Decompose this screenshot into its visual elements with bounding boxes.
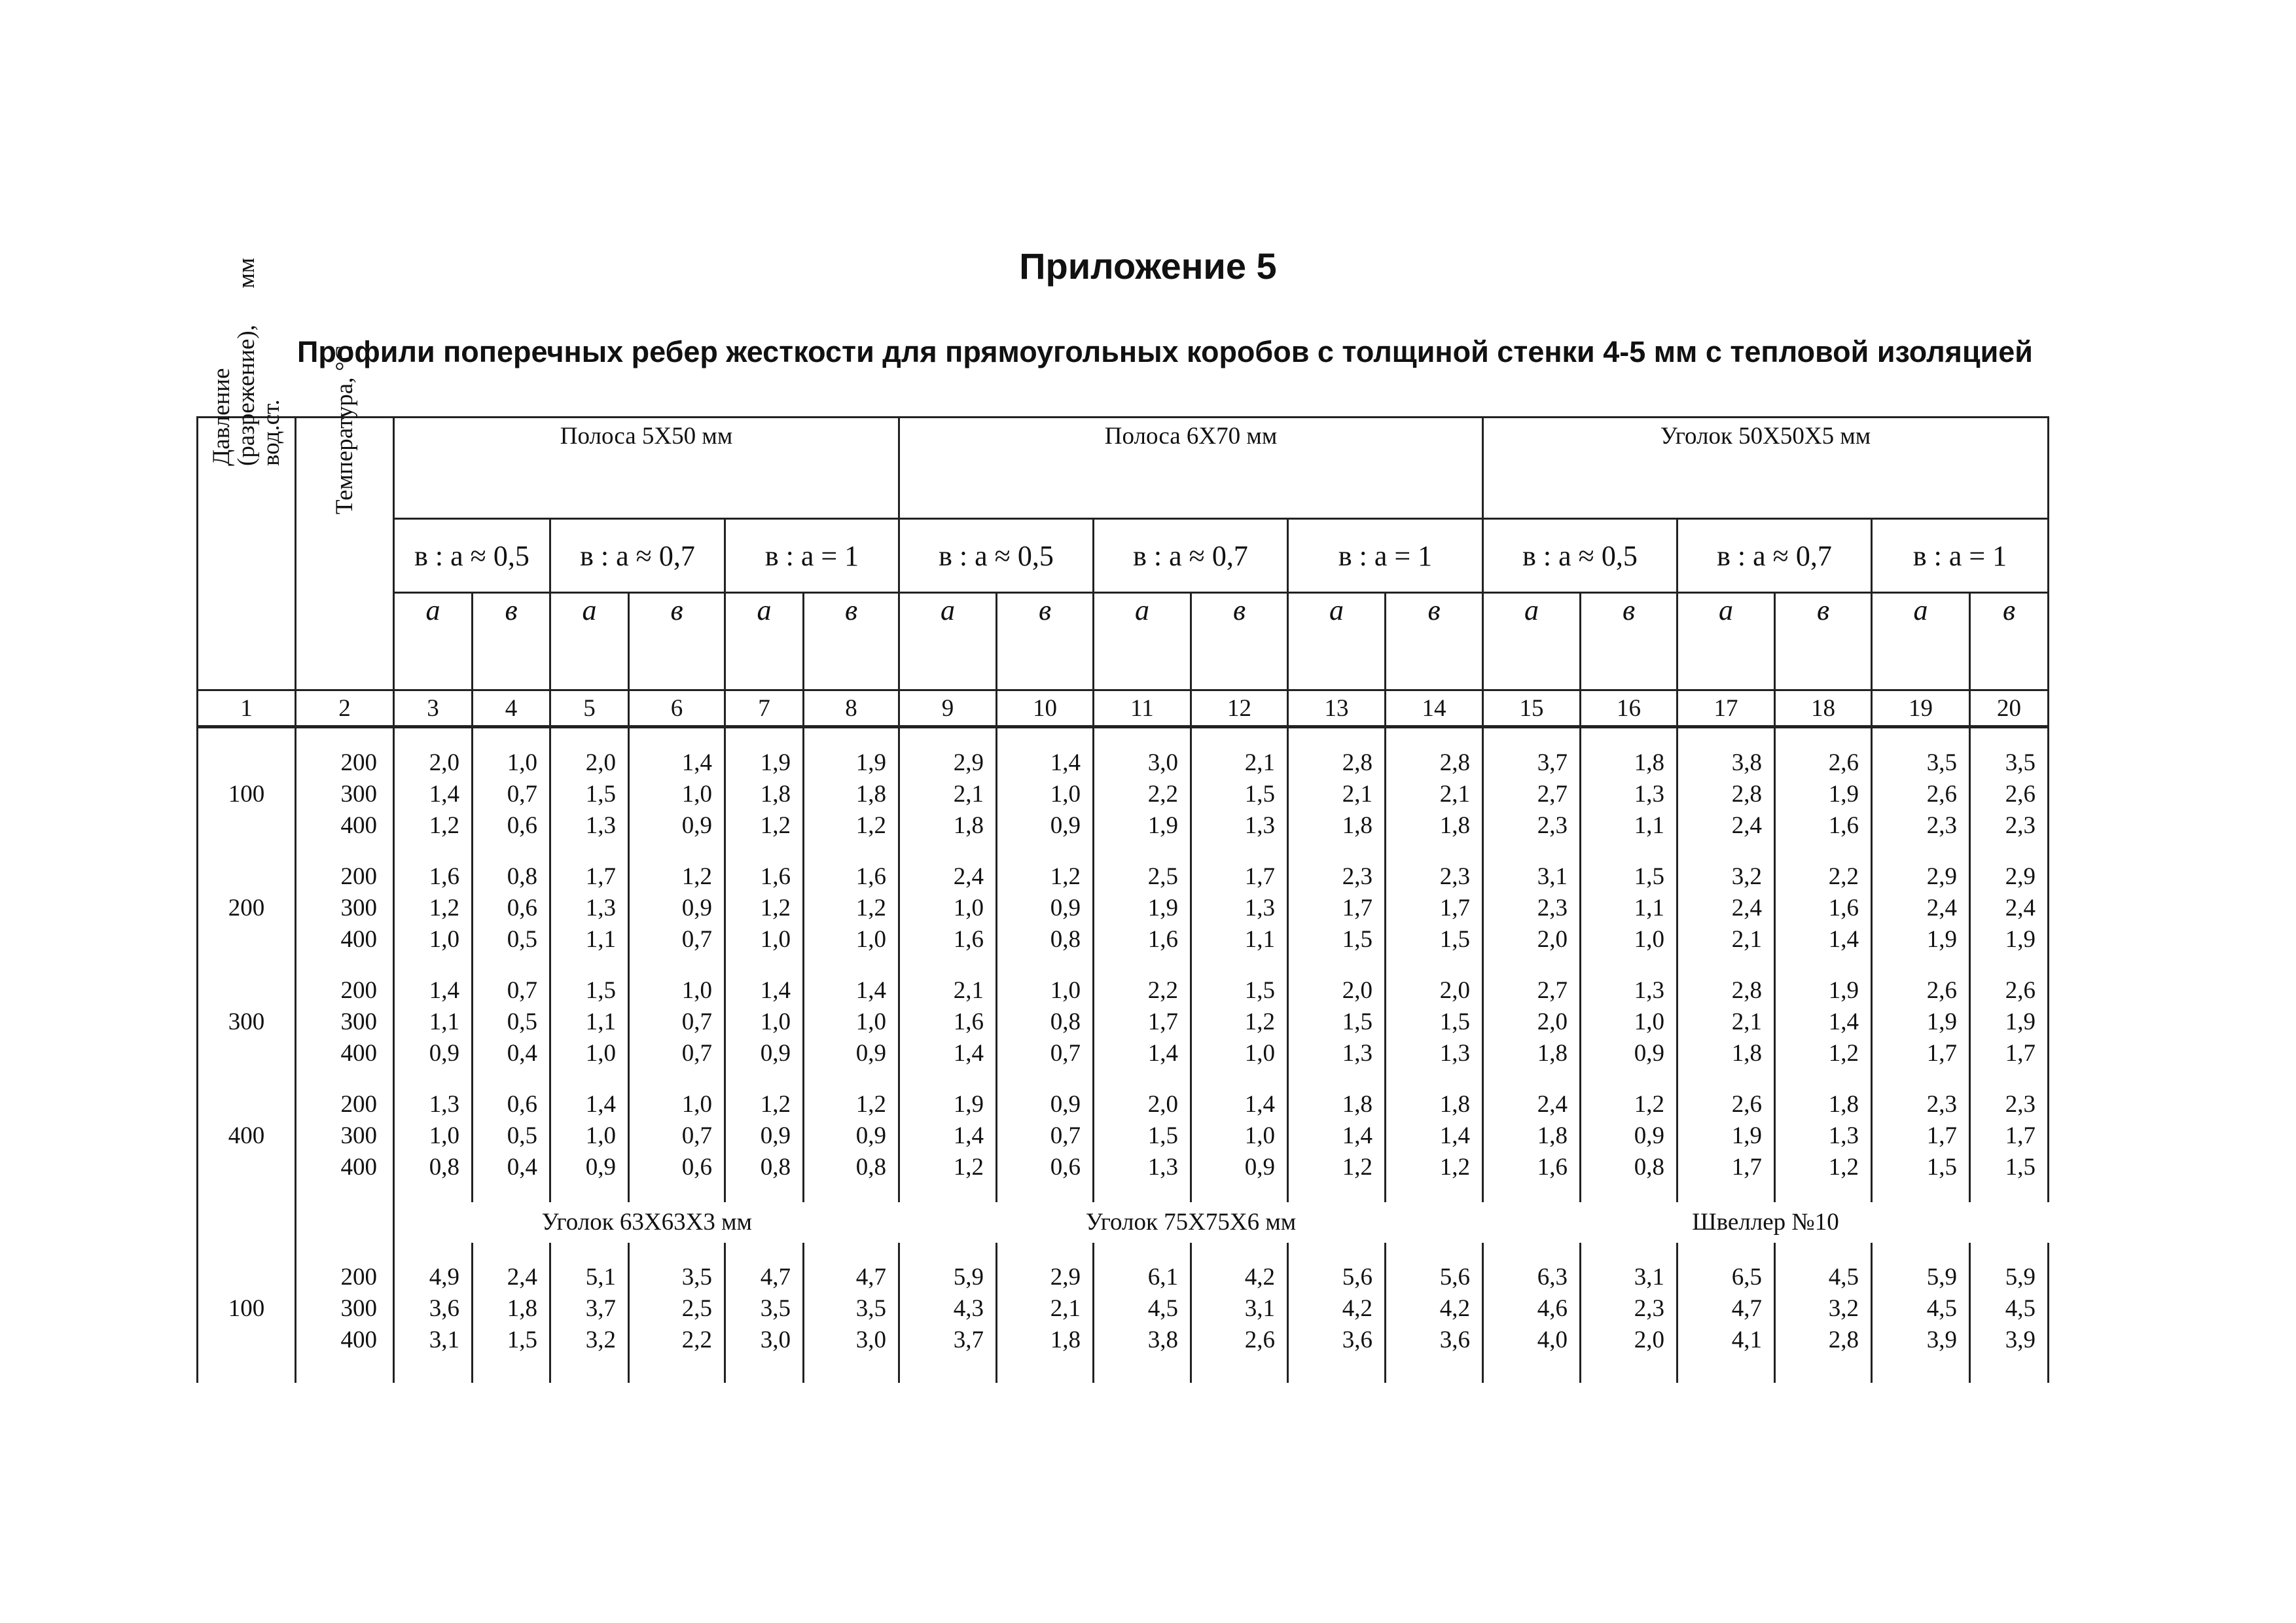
value-cell: 3,2 2,4 2,1 xyxy=(1677,861,1775,956)
column-number: 11 xyxy=(1094,690,1191,727)
side-a-header: а xyxy=(725,593,804,690)
value-cell: 1,2 0,9 0,8 xyxy=(725,1088,804,1184)
value-cell: 4,7 3,5 3,0 xyxy=(804,1261,899,1357)
table-row xyxy=(198,974,2049,1070)
value-cell: 1,8 1,3 1,2 xyxy=(1775,1088,1872,1184)
side-ratio-header: в : а ≈ 0,7 xyxy=(1677,519,1872,593)
value-cell: 1,4 1,0 0,9 xyxy=(1191,1088,1288,1184)
value-cell: 2,9 2,1 1,8 xyxy=(997,1261,1094,1357)
value-cell: 2,4 1,8 1,6 xyxy=(1483,1088,1581,1184)
column-number: 5 xyxy=(550,690,629,727)
side-a-header: а xyxy=(1094,593,1191,690)
column-number: 9 xyxy=(899,690,997,727)
value-cell: 0,9 0,7 0,6 xyxy=(997,1088,1094,1184)
table-row xyxy=(198,1088,2049,1184)
value-cell: 1,7 1,3 1,1 xyxy=(1191,861,1288,956)
value-cell: 5,6 4,2 3,6 xyxy=(1288,1261,1386,1357)
side-a-header: а xyxy=(1872,593,1970,690)
side-ratio-header: в : а ≈ 0,7 xyxy=(550,519,725,593)
column-number: 8 xyxy=(804,690,899,727)
value-cell: 2,0 1,5 1,3 xyxy=(1386,974,1483,1070)
value-cell: 4,7 3,5 3,0 xyxy=(725,1261,804,1357)
side-b-header: в xyxy=(1386,593,1483,690)
temperature-cell: 200 300 400 xyxy=(296,1261,394,1357)
temperature-cell: 200 300 400 xyxy=(296,974,394,1070)
value-cell: 6,5 4,7 4,1 xyxy=(1677,1261,1775,1357)
side-a-header: а xyxy=(899,593,997,690)
value-cell: 1,7 1,3 1,1 xyxy=(550,861,629,956)
table-row xyxy=(198,747,2049,842)
value-cell: 1,0 0,7 0,6 xyxy=(473,747,550,842)
side-ratio-header: в : а = 1 xyxy=(1288,519,1483,593)
pressure-cell: 100 xyxy=(198,1261,296,1357)
value-cell: 1,3 1,0 0,8 xyxy=(394,1088,473,1184)
value-cell: 1,9 1,4 1,2 xyxy=(899,1088,997,1184)
value-cell: 2,9 2,1 1,8 xyxy=(899,747,997,842)
value-cell: 2,9 2,4 1,9 xyxy=(1872,861,1970,956)
table-caption: Профили поперечных ребер жесткости для прямоугольных коробов с толщиной стенки 4-5 мм с тепловой изоляцией xyxy=(297,335,2033,368)
temperature-cell: 200 300 400 xyxy=(296,747,394,842)
value-cell: 3,5 2,5 2,2 xyxy=(629,1261,725,1357)
profile-group-header: Швеллер №10 xyxy=(1692,1209,1839,1236)
side-ratio-header: в : а ≈ 0,5 xyxy=(1483,519,1677,593)
value-cell: 1,0 0,8 0,7 xyxy=(997,974,1094,1070)
profile-group-header: Уголок 50Х50Х5 мм xyxy=(1483,418,2049,519)
column-number: 16 xyxy=(1581,690,1677,727)
side-a-header: а xyxy=(1483,593,1581,690)
profile-group-header: Полоса 5Х50 мм xyxy=(394,418,899,519)
side-b-header: в xyxy=(804,593,899,690)
side-a-header: а xyxy=(550,593,629,690)
value-cell: 2,6 1,9 1,7 xyxy=(1872,974,1970,1070)
column-number: 17 xyxy=(1677,690,1775,727)
pressure-cell: 400 xyxy=(198,1088,296,1184)
value-cell: 1,6 1,2 1,0 xyxy=(394,861,473,956)
value-cell: 1,5 1,1 1,0 xyxy=(550,974,629,1070)
value-cell: 2,3 1,7 1,5 xyxy=(1386,861,1483,956)
value-cell: 2,1 1,6 1,4 xyxy=(899,974,997,1070)
side-ratio-header: в : а ≈ 0,5 xyxy=(394,519,550,593)
column-number: 12 xyxy=(1191,690,1288,727)
value-cell: 1,6 1,2 1,0 xyxy=(725,861,804,956)
column-number: 15 xyxy=(1483,690,1581,727)
value-cell: 1,2 0,9 0,8 xyxy=(1581,1088,1677,1184)
value-cell: 2,5 1,9 1,6 xyxy=(1094,861,1191,956)
value-cell: 2,0 1,4 1,2 xyxy=(394,747,473,842)
value-cell: 1,8 1,4 1,2 xyxy=(1288,1088,1386,1184)
value-cell: 3,7 2,7 2,3 xyxy=(1483,747,1581,842)
value-cell: 2,3 1,7 1,5 xyxy=(1872,1088,1970,1184)
side-a-header: а xyxy=(394,593,473,690)
value-cell: 1,0 0,7 0,6 xyxy=(629,1088,725,1184)
page-title: Приложение 5 xyxy=(1019,245,1277,287)
value-cell: 1,9 1,8 1,2 xyxy=(804,747,899,842)
column-number: 18 xyxy=(1775,690,1872,727)
value-cell: 0,7 0,5 0,4 xyxy=(473,974,550,1070)
value-cell: 1,4 1,0 0,9 xyxy=(550,1088,629,1184)
value-cell: 5,9 4,3 3,7 xyxy=(899,1261,997,1357)
value-cell: 3,5 2,6 2,3 xyxy=(1872,747,1970,842)
value-cell: 1,9 1,8 1,2 xyxy=(725,747,804,842)
value-cell: 2,2 1,7 1,4 xyxy=(1094,974,1191,1070)
column-number: 13 xyxy=(1288,690,1386,727)
value-cell: 2,3 1,7 1,5 xyxy=(1970,1088,2049,1184)
value-cell: 1,8 1,4 1,2 xyxy=(1386,1088,1483,1184)
side-b-header: в xyxy=(997,593,1094,690)
column-number: 2 xyxy=(296,690,394,727)
value-cell: 4,5 3,2 2,8 xyxy=(1775,1261,1872,1357)
value-cell: 1,4 1,0 0,9 xyxy=(997,747,1094,842)
table-row xyxy=(198,1261,2049,1357)
value-cell: 6,1 4,5 3,8 xyxy=(1094,1261,1191,1357)
column-number: 4 xyxy=(473,690,550,727)
profile-group-header: Уголок 75Х75Х6 мм xyxy=(1085,1209,1297,1236)
value-cell: 2,7 2,0 1,8 xyxy=(1483,974,1581,1070)
value-cell: 1,4 1,1 0,9 xyxy=(394,974,473,1070)
value-cell: 2,9 2,4 1,9 xyxy=(1970,861,2049,956)
side-b-header: в xyxy=(1970,593,2049,690)
column-number: 10 xyxy=(997,690,1094,727)
value-cell: 3,5 2,6 2,3 xyxy=(1970,747,2049,842)
value-cell: 5,9 4,5 3,9 xyxy=(1872,1261,1970,1357)
value-cell: 1,2 0,9 0,7 xyxy=(629,861,725,956)
pressure-cell: 300 xyxy=(198,974,296,1070)
value-cell: 2,4 1,8 1,5 xyxy=(473,1261,550,1357)
pressure-column-header: Давление (разрежение), мм вод.ст. xyxy=(198,418,296,690)
value-cell: 1,4 1,0 0,9 xyxy=(629,747,725,842)
value-cell: 1,8 1,3 1,1 xyxy=(1581,747,1677,842)
value-cell: 1,2 0,9 0,8 xyxy=(997,861,1094,956)
column-number: 19 xyxy=(1872,690,1970,727)
profile-group-header: Полоса 6Х70 мм xyxy=(899,418,1483,519)
value-cell: 2,0 1,5 1,3 xyxy=(550,747,629,842)
value-cell: 5,9 4,5 3,9 xyxy=(1970,1261,2049,1357)
value-cell: 2,2 1,6 1,4 xyxy=(1775,861,1872,956)
side-ratio-header: в : а = 1 xyxy=(725,519,899,593)
side-b-header: в xyxy=(1775,593,1872,690)
side-b-header: в xyxy=(1581,593,1677,690)
value-cell: 1,5 1,2 1,0 xyxy=(1191,974,1288,1070)
value-cell: 2,8 2,1 1,8 xyxy=(1288,747,1386,842)
value-cell: 6,3 4,6 4,0 xyxy=(1483,1261,1581,1357)
value-cell: 2,0 1,5 1,3 xyxy=(1094,1088,1191,1184)
value-cell: 5,6 4,2 3,6 xyxy=(1386,1261,1483,1357)
column-number: 14 xyxy=(1386,690,1483,727)
value-cell: 3,8 2,8 2,4 xyxy=(1677,747,1775,842)
side-a-header: а xyxy=(1677,593,1775,690)
side-ratio-header: в : а ≈ 0,5 xyxy=(899,519,1094,593)
value-cell: 4,9 3,6 3,1 xyxy=(394,1261,473,1357)
pressure-cell: 200 xyxy=(198,861,296,956)
side-ratio-header: в : а = 1 xyxy=(1872,519,2049,593)
column-number: 7 xyxy=(725,690,804,727)
value-cell: 2,1 1,5 1,3 xyxy=(1191,747,1288,842)
column-number: 20 xyxy=(1970,690,2049,727)
temperature-cell: 200 300 400 xyxy=(296,861,394,956)
value-cell: 1,9 1,4 1,2 xyxy=(1775,974,1872,1070)
value-cell: 2,8 2,1 1,8 xyxy=(1386,747,1483,842)
value-cell: 1,6 1,2 1,0 xyxy=(804,861,899,956)
column-number: 1 xyxy=(198,690,296,727)
value-cell: 4,2 3,1 2,6 xyxy=(1191,1261,1288,1357)
value-cell: 1,2 0,9 0,8 xyxy=(804,1088,899,1184)
temperature-cell: 200 300 400 xyxy=(296,1088,394,1184)
value-cell: 1,3 1,0 0,9 xyxy=(1581,974,1677,1070)
value-cell: 3,1 2,3 2,0 xyxy=(1483,861,1581,956)
value-cell: 2,6 1,9 1,7 xyxy=(1970,974,2049,1070)
value-cell: 2,3 1,7 1,5 xyxy=(1288,861,1386,956)
side-a-header: а xyxy=(1288,593,1386,690)
value-cell: 0,8 0,6 0,5 xyxy=(473,861,550,956)
value-cell: 1,4 1,0 0,9 xyxy=(804,974,899,1070)
value-cell: 3,1 2,3 2,0 xyxy=(1581,1261,1677,1357)
column-number: 6 xyxy=(629,690,725,727)
side-b-header: в xyxy=(629,593,725,690)
side-b-header: в xyxy=(473,593,550,690)
value-cell: 1,4 1,0 0,9 xyxy=(725,974,804,1070)
value-cell: 2,8 2,1 1,8 xyxy=(1677,974,1775,1070)
value-cell: 0,6 0,5 0,4 xyxy=(473,1088,550,1184)
value-cell: 2,4 1,0 1,6 xyxy=(899,861,997,956)
value-cell: 1,5 1,1 1,0 xyxy=(1581,861,1677,956)
pressure-cell: 100 xyxy=(198,747,296,842)
temperature-column-header: Температура, °С xyxy=(296,418,394,690)
value-cell: 2,0 1,5 1,3 xyxy=(1288,974,1386,1070)
value-cell: 1,0 0,7 0,7 xyxy=(629,974,725,1070)
side-ratio-header: в : а ≈ 0,7 xyxy=(1094,519,1288,593)
value-cell: 2,6 1,9 1,7 xyxy=(1677,1088,1775,1184)
value-cell: 3,0 2,2 1,9 xyxy=(1094,747,1191,842)
value-cell: 2,6 1,9 1,6 xyxy=(1775,747,1872,842)
column-number: 3 xyxy=(394,690,473,727)
side-b-header: в xyxy=(1191,593,1288,690)
profile-group-header: Уголок 63Х63Х3 мм xyxy=(394,1202,899,1243)
value-cell: 5,1 3,7 3,2 xyxy=(550,1261,629,1357)
table-row xyxy=(198,861,2049,956)
